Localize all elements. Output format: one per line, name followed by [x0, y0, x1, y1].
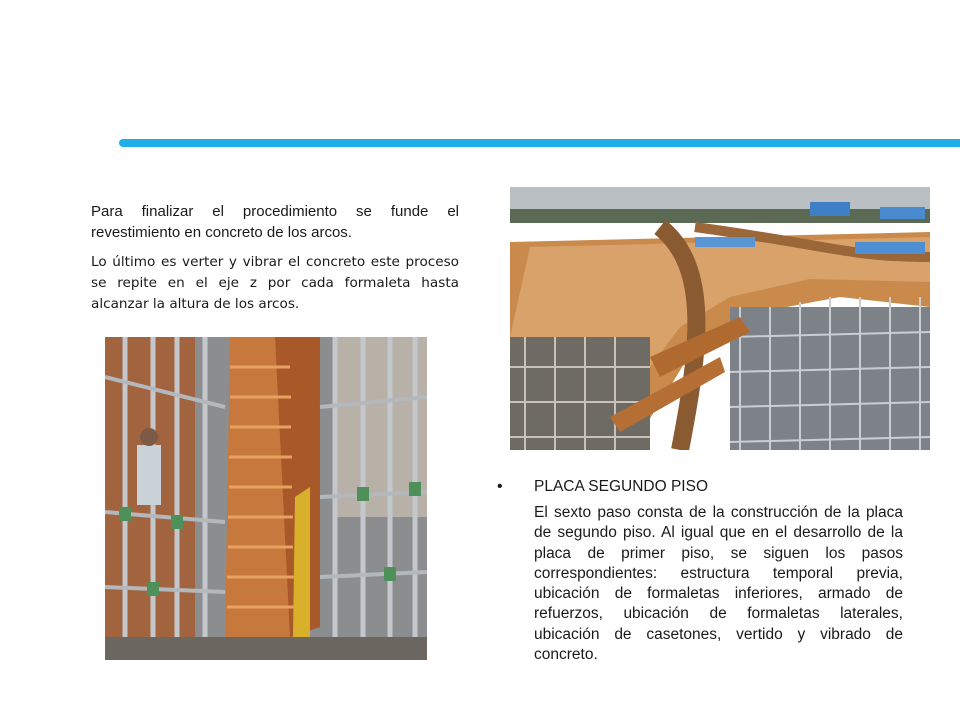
construction-photo-column — [105, 337, 427, 660]
construction-photo-slab — [510, 187, 930, 450]
left-text-block — [91, 201, 459, 324]
paragraph-finalize: Para finalizar el procedimiento se funde el revestimiento en concreto de los arcos. — [91, 203, 459, 241]
section-heading: PLACA SEGUNDO PISO — [534, 478, 708, 495]
accent-bar — [119, 139, 960, 147]
section-placa-segundo-piso — [497, 476, 903, 665]
paragraph-pour-concrete: Lo último es verter y vibrar el concreto este proceso se repite en el eje z por cada formaleta hasta alcanzar la altura de los arcos. — [91, 254, 459, 312]
section-body: El sexto paso consta de la construcción de la placa de segundo piso. Al igual que en el desarrollo de la placa de primer piso, se siguen los pasos correspondientes: estructura temporal previa, ubicación de formaletas inferiores, armado de refuerzos, ubicación de formaletas laterales, ubicación de casetones, vertido y vibrado de concreto. — [534, 504, 903, 664]
section-heading-row — [497, 476, 903, 497]
bullet-marker: • — [497, 478, 503, 495]
